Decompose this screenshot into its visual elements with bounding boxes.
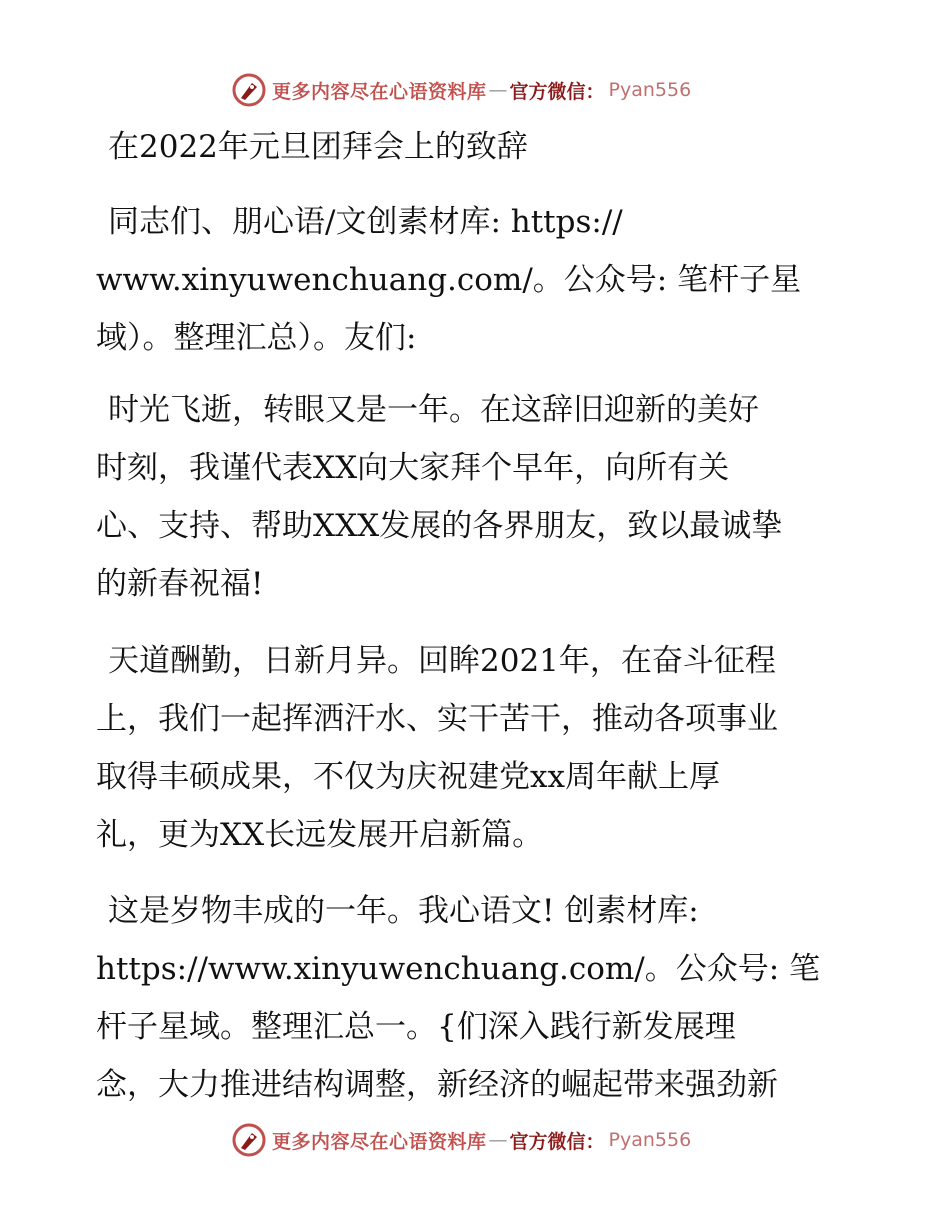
text-line: www.xinyuwenchuang.com/。公众号: 笔杆子星 — [96, 262, 802, 298]
pen-nib-logo-icon — [232, 73, 266, 107]
banner-dash: — — [488, 79, 508, 101]
text-line: 上，我们一起挥洒汗水、实干苦干，推动各项事业 — [96, 701, 778, 737]
banner-label: 官方微信： — [509, 80, 605, 103]
text-line: 礼，更为XX长远发展开启新篇。 — [96, 817, 544, 853]
banner-wechat-id: Pyan556 — [608, 1129, 692, 1151]
document-title: 在2022年元旦团拜会上的致辞 — [108, 129, 528, 165]
text-line: 时光飞逝，转眼又是一年。在这辞旧迎新的美好 — [108, 392, 759, 428]
text-line: https://www.xinyuwenchuang.com/。公众号: 笔 — [96, 951, 821, 987]
text-line: 取得丰硕成果，不仅为庆祝建党xx周年献上厚 — [96, 759, 720, 795]
paragraph-4 — [96, 882, 856, 1114]
text-line: 同志们、朋心语/文创素材库: https:// — [108, 204, 623, 240]
text-line: 时刻，我谨代表XX向大家拜个早年，向所有关 — [96, 450, 730, 486]
text-line: 域）。整理汇总）。友们: — [96, 320, 417, 356]
pen-nib-logo-icon — [232, 1123, 266, 1157]
paragraph-1 — [96, 193, 856, 367]
banner-text: 更多内容尽在心语资料库 — [272, 80, 487, 103]
footer-banner — [232, 1120, 732, 1160]
banner-text: 更多内容尽在心语资料库 — [272, 1130, 487, 1153]
header-banner — [232, 70, 732, 110]
banner-wechat-id: Pyan556 — [608, 79, 692, 101]
banner-dash: — — [488, 1129, 508, 1151]
text-line: 心、支持、帮助XXX发展的各界朋友，致以最诚挚 — [96, 508, 783, 544]
paragraph-3 — [96, 632, 856, 864]
banner-label: 官方微信： — [509, 1130, 605, 1153]
text-line: 这是岁物丰成的一年。我心语文! 创素材库: — [108, 893, 699, 929]
text-line: 杆子星域。整理汇总一。{们深入践行新发展理 — [96, 1009, 736, 1045]
paragraph-2 — [96, 381, 856, 613]
text-line: 念，大力推进结构调整，新经济的崛起带来强劲新 — [96, 1067, 778, 1103]
text-line: 天道酬勤，日新月异。回眸2021年，在奋斗征程 — [108, 643, 776, 679]
text-line: 的新春祝福! — [96, 566, 264, 602]
